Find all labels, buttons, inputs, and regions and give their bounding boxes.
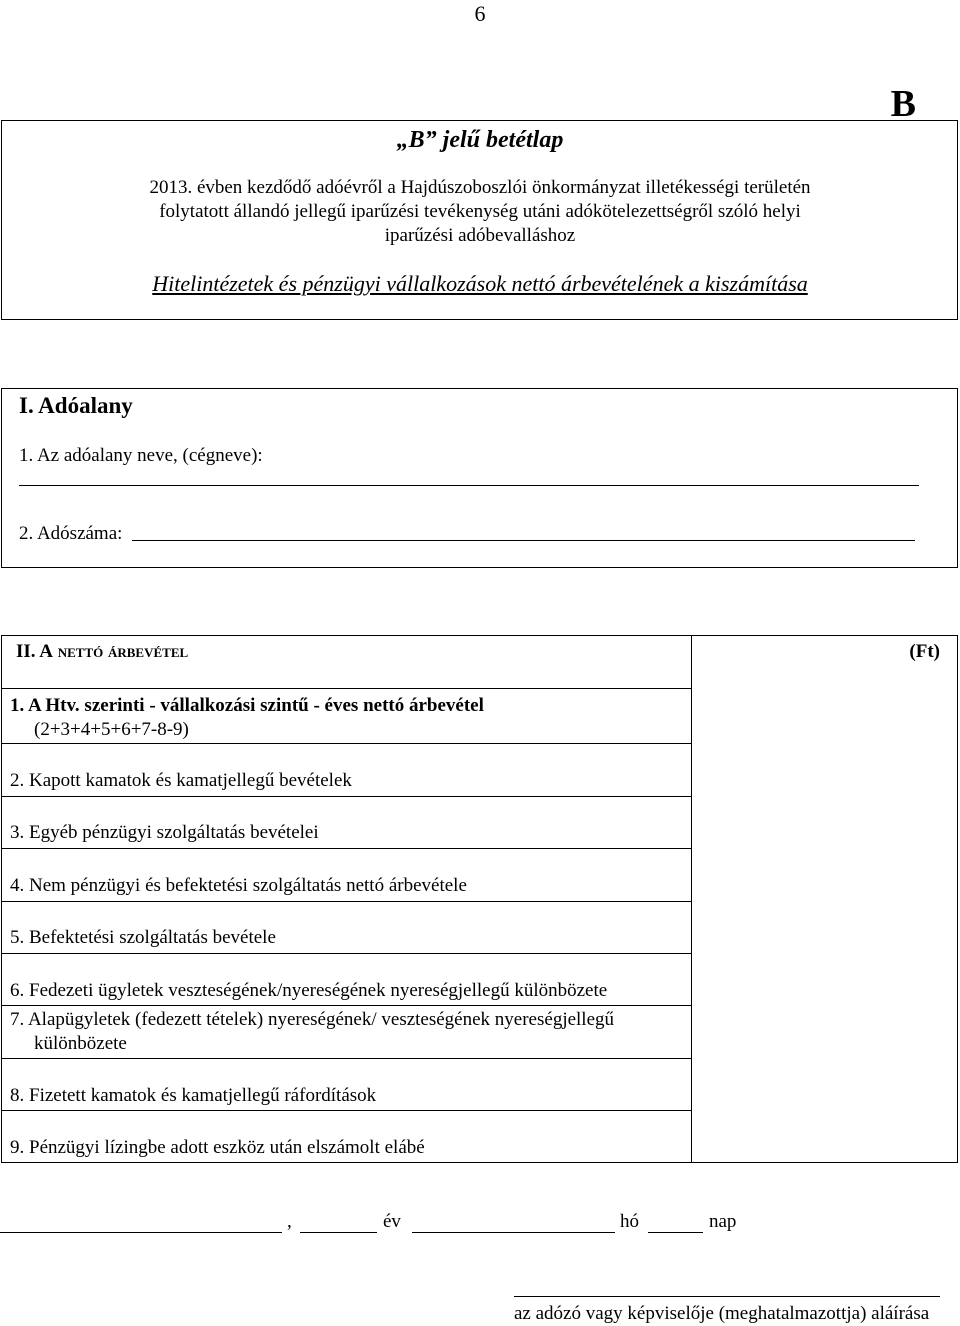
row-divider [1, 1110, 692, 1111]
row-divider [1, 953, 692, 954]
tax-number-field[interactable] [132, 540, 915, 541]
table-row-5: 5. Befektetési szolgáltatás bevétele [10, 927, 276, 948]
intro-line-3: iparűzési adóbevalláshoz [384, 225, 576, 246]
taxpayer-section [1, 388, 958, 568]
net-revenue-section-title [16, 640, 188, 664]
day-label: nap [709, 1211, 737, 1232]
intro-text [60, 176, 900, 248]
unit-label: (Ft) [909, 641, 940, 662]
tax-number-label: 2. Adószáma: [19, 523, 123, 544]
section-title-prefix: II. A [16, 641, 53, 662]
day-field[interactable] [648, 1232, 703, 1233]
signature-label: az adózó vagy képviselője (meghatalmazottja) aláírása [514, 1303, 930, 1324]
taxpayer-section-title: I. Adóalany [19, 393, 133, 418]
table-row-7-cont: különbözete [34, 1033, 127, 1054]
form-title: „B” jelű betétlap [396, 127, 564, 153]
taxpayer-name-label: 1. Az adóalany neve, (cégneve): [19, 445, 263, 466]
table-row-1-formula: (2+3+4+5+6+7-8-9) [34, 719, 189, 740]
month-label: hó [620, 1211, 639, 1232]
intro-line-1: 2013. évben kezdődő adóévről a Hajdúszoboszlói önkormányzat illetékességi területén [149, 177, 811, 198]
intro-line-2: folytatott állandó jellegű iparűzési tevékenység utáni adókötelezettségről szóló helyi [159, 201, 801, 222]
table-row-8: 8. Fizetett kamatok és kamatjellegű ráfordítások [10, 1085, 377, 1106]
row-divider [1, 743, 692, 744]
table-row-7: 7. Alapügyletek (fedezett tételek) nyereségének/ veszteségének nyereségjellegű [10, 1009, 615, 1030]
table-row-6: 6. Fedezeti ügyletek veszteségének/nyereségének nyereségjellegű különbözete [10, 980, 608, 1001]
table-row-3: 3. Egyéb pénzügyi szolgáltatás bevételei [10, 822, 319, 843]
table-row-2: 2. Kapott kamatok és kamatjellegű bevételek [10, 770, 352, 791]
row-divider [1, 848, 692, 849]
form-letter: B [890, 83, 916, 125]
place-comma: , [287, 1211, 292, 1232]
year-field[interactable] [300, 1232, 377, 1233]
taxpayer-name-field[interactable] [19, 485, 919, 486]
row-divider [1, 796, 692, 797]
row-divider [1, 1058, 692, 1059]
month-field[interactable] [412, 1232, 615, 1233]
amount-column-divider [691, 635, 692, 1163]
row-divider [1, 901, 692, 902]
section-title-rest: nettó árbevétel [57, 641, 189, 662]
page-number: 6 [474, 1, 486, 26]
signature-line[interactable] [514, 1296, 940, 1297]
form-subtitle: Hitelintézetek és pénzügyi vállalkozások nettó árbevételének a kiszámítása [152, 271, 808, 296]
table-row-4: 4. Nem pénzügyi és befektetési szolgáltatás nettó árbevétele [10, 875, 467, 896]
table-row-1: 1. A Htv. szerinti - vállalkozási szintű - éves nettó árbevétel [10, 695, 484, 716]
place-field[interactable] [0, 1232, 282, 1233]
row-divider [1, 1005, 692, 1006]
row-divider [1, 688, 692, 689]
year-label: év [383, 1211, 401, 1232]
table-row-9: 9. Pénzügyi lízingbe adott eszköz után elszámolt elábé [10, 1137, 425, 1158]
